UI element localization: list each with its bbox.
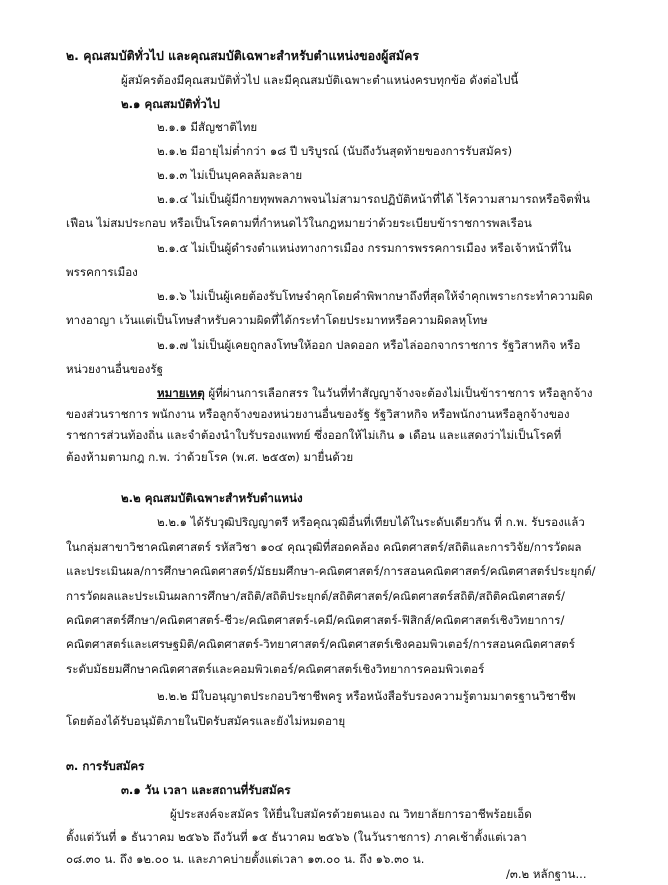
general-item-6-line-1: ๒.๑.๖ ไม่เป็นผู้เคยต้องรับโทษจำคุกโดยคำพิพากษาถึงที่สุดให้จำคุกเพราะกระทำความผิด	[157, 289, 593, 303]
specific-item-1-line-7: ระดับมัธยมศึกษาคณิตศาสตร์และคอมพิวเตอร์/คณิตศาสตร์เชิงวิทยาการคอมพิวเตอร์	[66, 662, 485, 676]
application-paragraph-line-3: ๐๘.๓๐ น. ถึง ๑๒.๐๐ น. และภาคบ่ายตั้งแต่เวลา ๑๓.๐๐ น. ถึง ๑๖.๓๐ น.	[66, 852, 425, 866]
note-text-1: ผู้ที่ผ่านการเลือกสรร ในวันที่ทำสัญญาจ้างจะต้องไม่เป็นข้าราชการ หรือลูกจ้าง	[204, 386, 593, 400]
general-item-2: ๒.๑.๒ มีอายุไม่ต่ำกว่า ๑๘ ปี บริบูรณ์ (นับถึงวันสุดท้ายของการรับสมัคร)	[157, 144, 513, 158]
general-qualifications-heading: ๒.๑ คุณสมบัติทั่วไป	[121, 97, 220, 111]
specific-item-1-line-5: คณิตศาสตร์ศึกษา/คณิตศาสตร์-ชีวะ/คณิตศาสตร์-เคมี/คณิตศาสตร์-ฟิสิกส์/คณิตศาสตร์เชิงวิทยาการ/	[66, 613, 565, 627]
note-line-1	[157, 385, 593, 401]
general-item-4-line-2: เฟือน ไม่สมประกอบ หรือเป็นโรคตามที่กำหนดไว้ในกฎหมายว่าด้วยระเบียบข้าราชการพลเรือน	[66, 216, 532, 230]
specific-item-1-line-1: ๒.๒.๑ ได้รับวุฒิปริญญาตรี หรือคุณวุฒิอื่นที่เทียบได้ในระดับเดียวกัน ที่ ก.พ. รับรองแล้ว	[157, 515, 585, 529]
general-item-4-line-1: ๒.๑.๔ ไม่เป็นผู้มีกายทุพพลภาพจนไม่สามารถปฏิบัติหน้าที่ได้ ไร้ความสามารถหรือจิตฟั่น	[157, 192, 590, 206]
next-page-marker: /๓.๒ หลักฐาน...	[506, 867, 587, 881]
note-line-4: ต้องห้ามตามกฎ ก.พ. ว่าด้วยโรค (พ.ศ. ๒๕๕๓) มายื่นด้วย	[66, 450, 354, 464]
general-item-6-line-2: ทางอาญา เว้นแต่เป็นโทษสำหรับความผิดที่ได้กระทำโดยประมาทหรือความผิดลหุโทษ	[66, 313, 488, 327]
specific-item-2-line-1: ๒.๒.๒ มีใบอนุญาตประกอบวิชาชีพครู หรือหนังสือรับรองความรู้ตามมาตรฐานวิชาชีพ	[157, 689, 576, 703]
general-item-7-line-2: หน่วยงานอื่นของรัฐ	[66, 362, 164, 376]
note-label: หมายเหตุ	[157, 386, 205, 400]
section-2-intro: ผู้สมัครต้องมีคุณสมบัติทั่วไป และมีคุณสมบัติเฉพาะตำแหน่งครบทุกข้อ ดังต่อไปนี้	[121, 73, 519, 87]
specific-item-1-line-3: และประเมินผล/การศึกษาคณิตศาสตร์/มัธยมศึกษา-คณิตศาสตร์/การสอนคณิตศาสตร์/คณิตศาสตร์ประยุกต์/	[66, 564, 596, 578]
application-schedule-heading: ๓.๑ วัน เวลา และสถานที่รับสมัคร	[121, 783, 291, 797]
section-3-heading: ๓. การรับสมัคร	[66, 759, 145, 773]
specific-item-1-line-2: ในกลุ่มสาขาวิชาคณิตศาสตร์ รหัสวิชา ๑๐๔ คุณวุฒิที่สอดคล้อง คณิตศาสตร์/สถิติและการวิจัย/การวัดผล	[66, 540, 582, 554]
specific-item-2-line-2: โดยต้องได้รับอนุมัติภายในปิดรับสมัครและยังไม่หมดอายุ	[66, 714, 346, 728]
specific-item-1-line-4: การวัดผลและประเมินผลการศึกษา/สถิติ/สถิติประยุกต์/สถิติศาสตร์/คณิตศาสตร์สถิติ/สถิติคณิตศาสตร์/	[66, 589, 565, 603]
general-item-3: ๒.๑.๓ ไม่เป็นบุคคลล้มละลาย	[157, 168, 303, 182]
application-paragraph-line-2: ตั้งแต่วันที่ ๑ ธันวาคม ๒๕๖๖ ถึงวันที่ ๑๕ ธันวาคม ๒๕๖๖ (ในวันราชการ) ภาคเช้าตั้งแต่เวลา	[66, 830, 527, 844]
general-item-5-line-1: ๒.๑.๕ ไม่เป็นผู้ดำรงตำแหน่งทางการเมือง กรรมการพรรคการเมือง หรือเจ้าหน้าที่ใน	[157, 241, 572, 255]
application-paragraph-line-1: ผู้ประสงค์จะสมัคร ให้ยื่นใบสมัครด้วยตนเอง ณ วิทยาลัยการอาชีพร้อยเอ็ด	[170, 807, 532, 821]
note-line-3: ราชการส่วนท้องถิ่น และจำต้องนำใบรับรองแพทย์ ซึ่งออกให้ไม่เกิน ๑ เดือน และแสดงว่าไม่เป็นโรคที่	[66, 428, 562, 442]
note-line-2: ของส่วนราชการ พนักงาน หรือลูกจ้างของหน่วยงานอื่นของรัฐ รัฐวิสาหกิจ หรือพนักงานหรือลูกจ้างของ	[66, 407, 570, 421]
specific-qualifications-heading: ๒.๒ คุณสมบัติเฉพาะสำหรับตำแหน่ง	[121, 491, 303, 505]
section-2-heading: ๒. คุณสมบัติทั่วไป และคุณสมบัติเฉพาะสำหรับตำแหน่งของผู้สมัคร	[66, 48, 420, 63]
general-item-5-line-2: พรรคการเมือง	[66, 265, 138, 279]
general-item-1: ๒.๑.๑ มีสัญชาติไทย	[157, 120, 258, 134]
specific-item-1-line-6: คณิตศาสตร์และเศรษฐมิติ/คณิตศาสตร์-วิทยาศาสตร์/คณิตศาสตร์เชิงคอมพิวเตอร์/การสอนคณิตศาสตร์	[66, 637, 576, 651]
general-item-7-line-1: ๒.๑.๗ ไม่เป็นผู้เคยถูกลงโทษให้ออก ปลดออก หรือไล่ออกจากราชการ รัฐวิสาหกิจ หรือ	[157, 338, 581, 352]
